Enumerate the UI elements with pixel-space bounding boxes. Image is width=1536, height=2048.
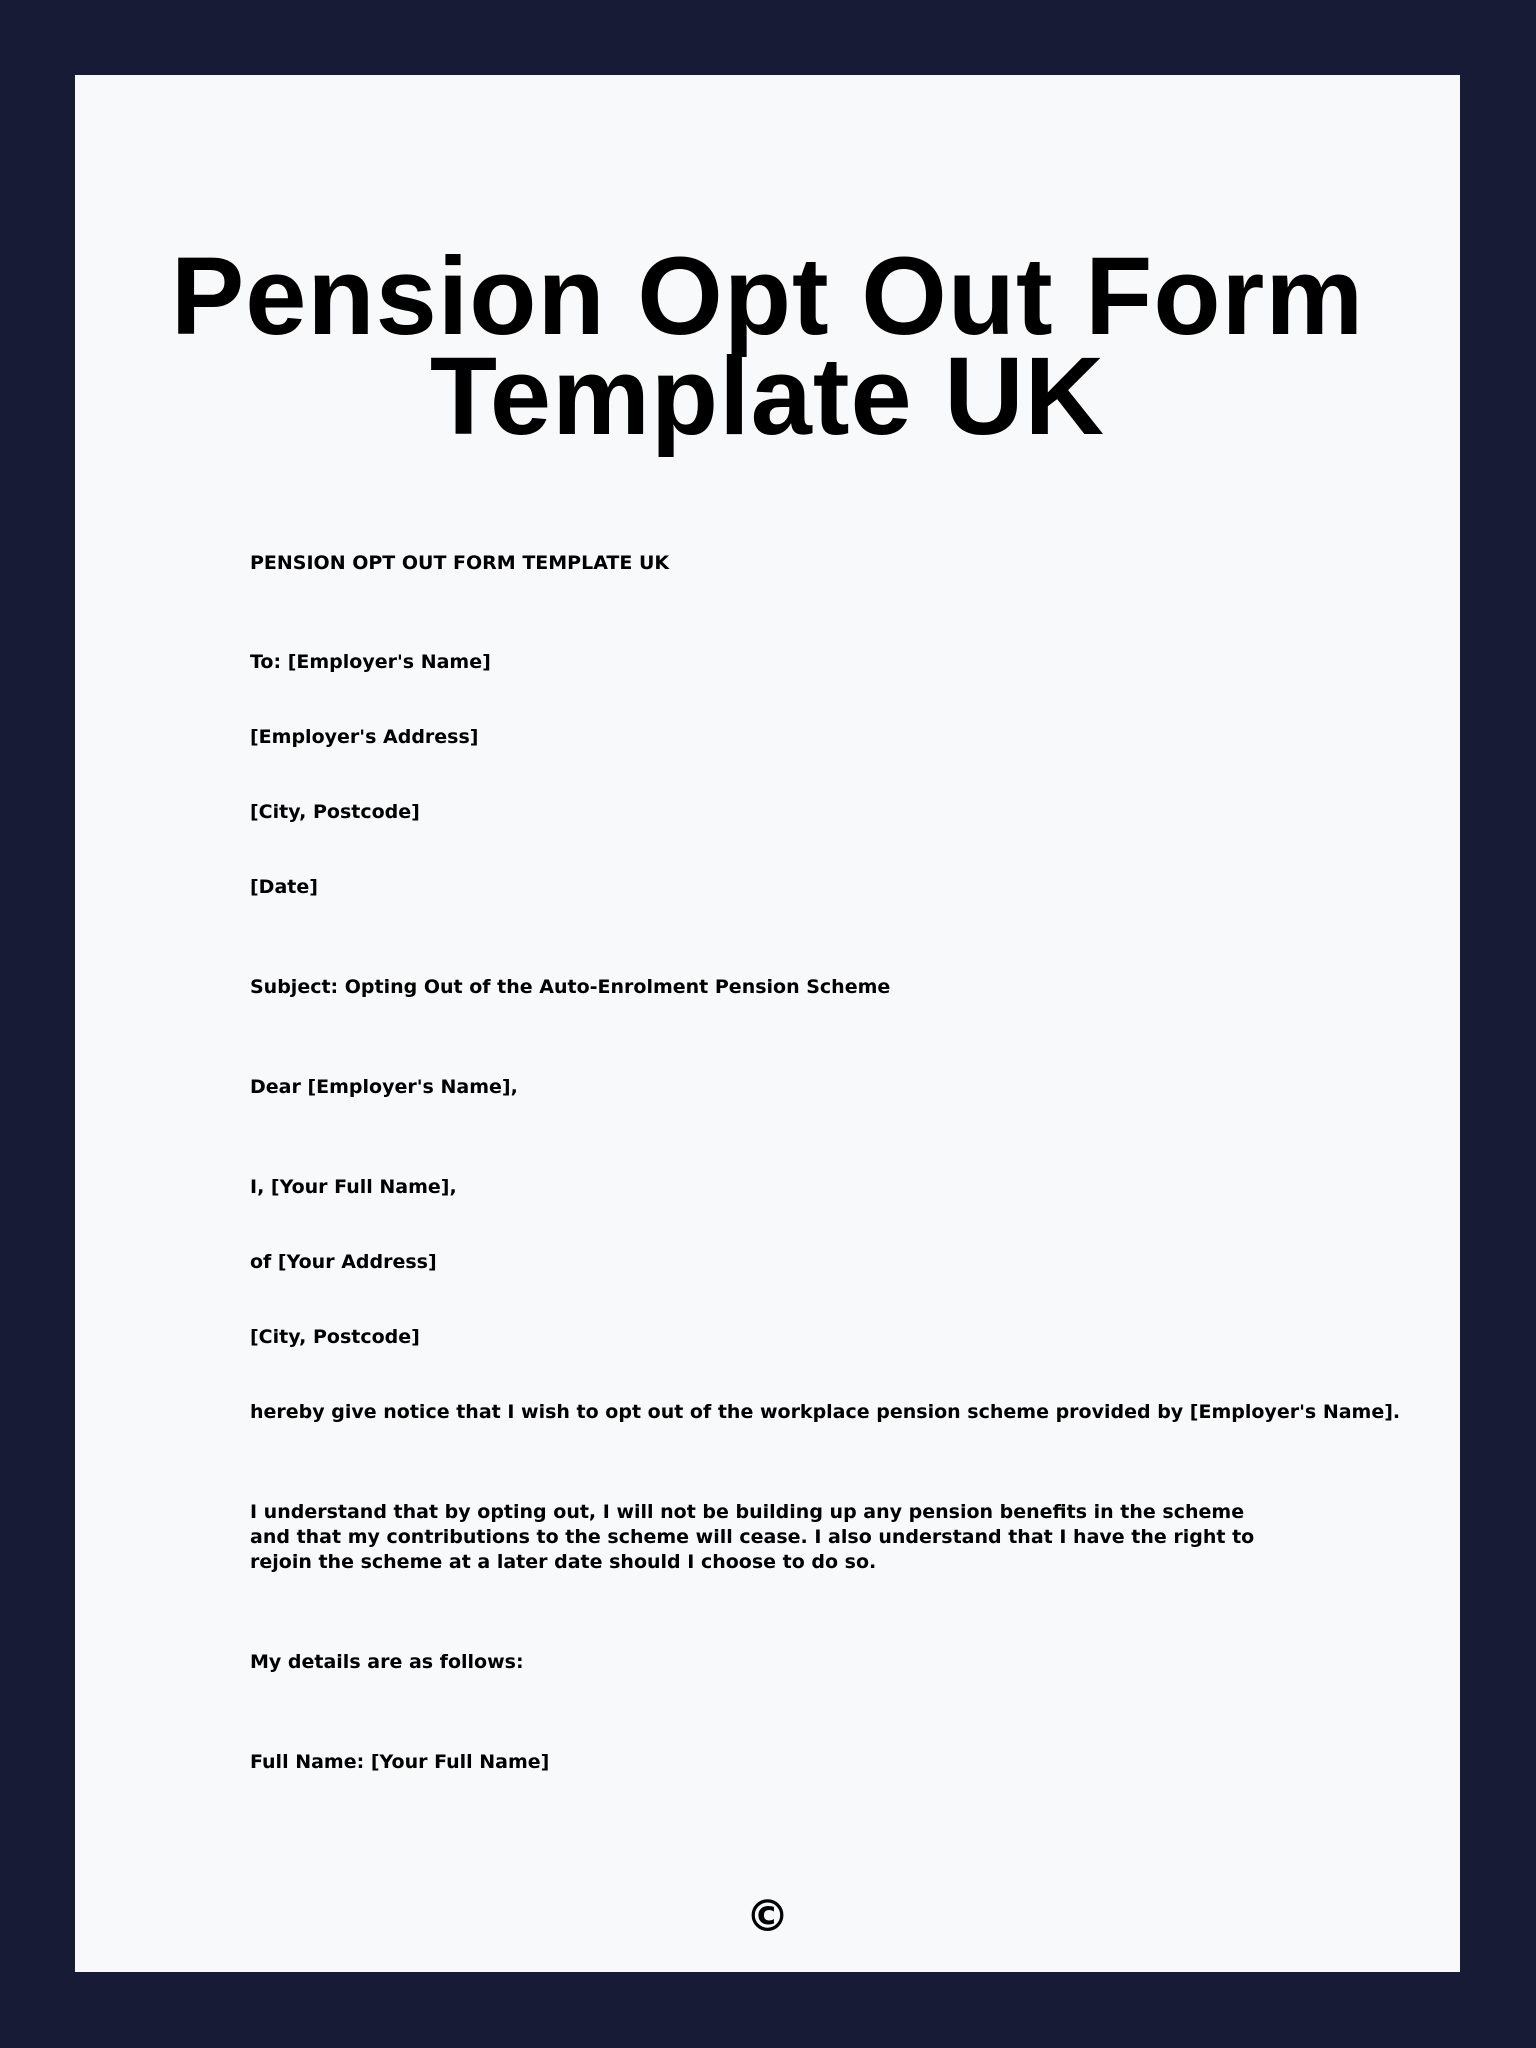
details-intro: My details are as follows: [250,1651,524,1673]
sender-name-line: I, [Your Full Name], [250,1176,457,1198]
employer-city-postcode: [City, Postcode] [250,801,420,823]
salutation: Dear [Employer's Name], [250,1076,518,1098]
opt-out-notice: hereby give notice that I wish to opt out of the workplace pension scheme provided by [Employer's Name]. [250,1401,1401,1423]
subject-line: Subject: Opting Out of the Auto-Enrolment Pension Scheme [250,976,891,998]
letter-date: [Date] [250,876,318,898]
sender-address-line: of [Your Address] [250,1251,437,1273]
employer-address: [Employer's Address] [250,726,479,748]
full-name-field: Full Name: [Your Full Name] [250,1751,550,1773]
document-page [75,75,1460,1972]
form-heading: PENSION OPT OUT FORM TEMPLATE UK [250,552,670,574]
recipient-line: To: [Employer's Name] [250,651,491,673]
understanding-paragraph: I understand that by opting out, I will not be building up any pension benefits in the scheme and that my contributions to the scheme will cease. I also understand that I have the right to rejoin the scheme at a later date should I choose to do so. [250,1501,1255,1573]
copyright-icon: © [745,1891,790,1942]
sender-city-postcode: [City, Postcode] [250,1326,420,1348]
page-title: Pension Opt Out Form Template UK [170,235,1365,458]
